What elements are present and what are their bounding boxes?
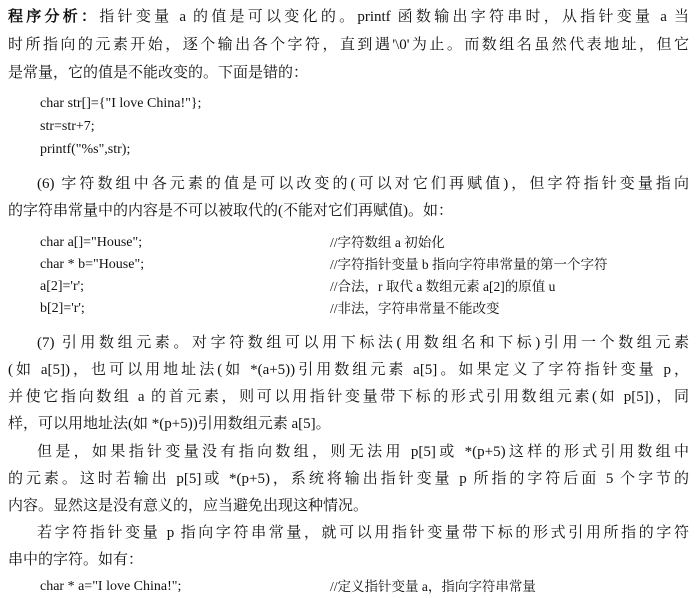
code2-comment-4: //非法，字符串常量不能改变: [330, 301, 500, 316]
analysis-line-1: [8, 6, 689, 28]
code2-line-1: char a[]="House";: [40, 235, 143, 250]
para-but-line-1: 但是，如果指针变量没有指向数组，则无法用 p[5]或 *(p+5)这样的形式引用数组中: [37, 444, 689, 460]
analysis-line-2: 时所指向的元素开始，逐个输出各个字符，直到遇'\0'为止。而数组名虽然代表地址，但它: [8, 37, 689, 53]
code2-comment-2: //字符指针变量 b 指向字符串常量的第一个字符: [330, 257, 608, 272]
point7-line-4: 样，可以用地址法(如 *(p+5))引用数组元素 a[5]。: [8, 416, 331, 432]
point7-line-2: (如 a[5])，也可以用地址法(如 *(a+5))引用数组元素 a[5]。如果定义了字符指针变量 p，: [8, 362, 689, 378]
para-if-line-1: 若字符指针变量 p 指向字符串常量，就可以用指针变量带下标的形式引用所指的字符: [37, 525, 689, 541]
point6-line-1: (6) 字符数组中各元素的值是可以改变的(可以对它们再赋值)，但字符指针变量指向: [37, 176, 689, 192]
code1-line-1: char str[]={"I love China!"};: [40, 96, 202, 111]
para-if-line-2: 串中的字符。如有：: [8, 552, 144, 568]
code1-line-2: str=str+7;: [40, 119, 95, 134]
analysis-line-3: 是常量，它的值是不能改变的。下面是错的：: [8, 65, 309, 81]
code3-comment-1: //定义指针变量 a，指向字符串常量: [330, 579, 536, 594]
code2-comment-3: //合法，r 取代 a 数组元素 a[2]的原值 u: [330, 279, 556, 294]
analysis-label: 程序分析：: [8, 8, 100, 25]
para-but-line-3: 内容。显然这是没有意义的，应当避免出现这种情况。: [8, 498, 369, 514]
code2-line-3: a[2]='r';: [40, 279, 85, 294]
code2-comment-1: //字符数组 a 初始化: [330, 235, 445, 250]
code1-line-3: printf("%s",str);: [40, 142, 131, 157]
code3-line-1: char * a="I love China!";: [40, 579, 182, 594]
code2-line-4: b[2]='r';: [40, 301, 85, 316]
code2-line-2: char * b="House";: [40, 257, 145, 272]
point7-line-1: (7) 引用数组元素。对字符数组可以用下标法(用数组名和下标)引用一个数组元素: [37, 335, 689, 351]
para-but-line-2: 的元素。这时若输出 p[5]或 *(p+5)，系统将输出指针变量 p 所指的字符后面 5 个字节的: [8, 471, 689, 487]
point6-line-2: 的字符串常量中的内容是不可以被取代的(不能对它们再赋值)。如：: [8, 203, 453, 219]
analysis-text: 指针变量 a 的值是可以变化的。printf 函数输出字符串时，从指针变量 a 当: [99, 9, 689, 25]
point7-line-3: 并使它指向数组 a 的首元素，则可以用指针变量带下标的形式引用数组元素(如 p[5])，同: [8, 389, 689, 405]
